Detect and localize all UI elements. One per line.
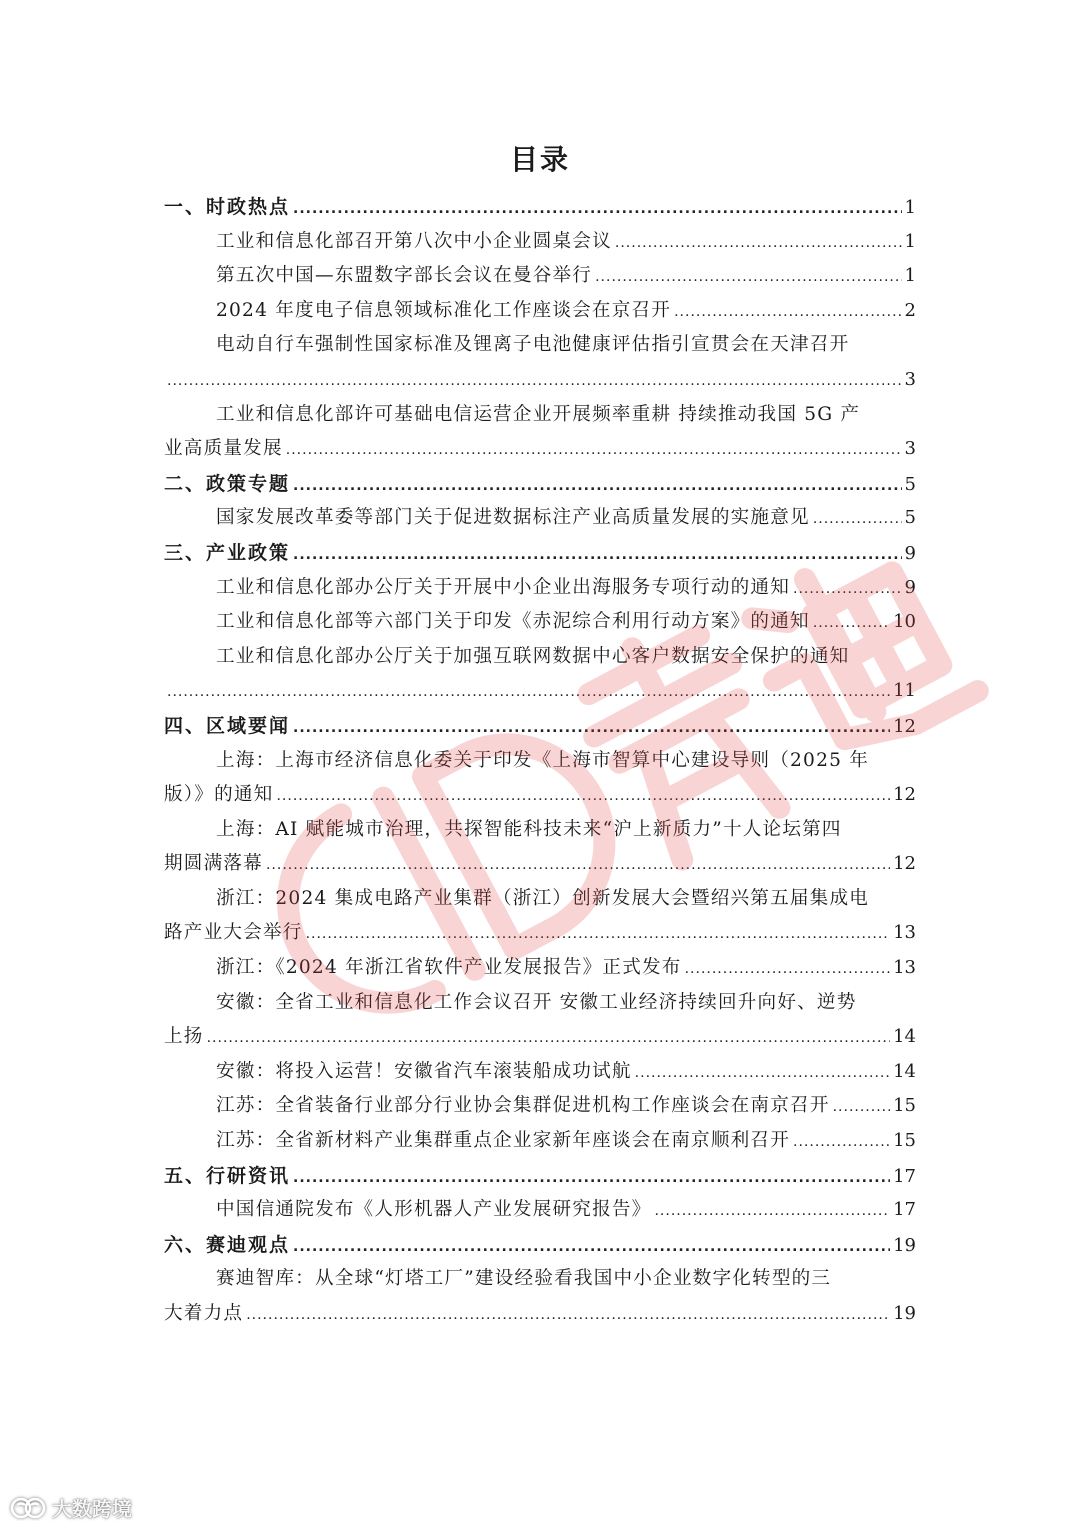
toc-page-number: 3	[904, 368, 916, 390]
toc-entry-text: 江苏：全省装备行业部分行业协会集群促进机构工作座谈会在南京召开	[216, 1095, 830, 1117]
toc-page-number: 12	[893, 784, 916, 806]
toc-page-number: 15	[893, 1095, 916, 1117]
toc-entry-text: 国家发展改革委等部门关于促进数据标注产业高质量发展的实施意见	[216, 507, 810, 529]
toc-page-number: 5	[904, 507, 916, 529]
toc-entry-text: 工业和信息化部办公厅关于开展中小企业出海服务专项行动的通知	[216, 576, 791, 598]
toc-entry-text: 第五次中国—东盟数字部长会议在曼谷举行	[216, 265, 593, 287]
toc-page-number: 5	[904, 473, 916, 495]
footer-brand	[8, 1490, 132, 1524]
toc-entry-text: 浙江：2024 集成电路产业集群（浙江）创新发展大会暨绍兴第五届集成电	[216, 887, 870, 909]
toc-page-number: 1	[904, 265, 916, 287]
toc-page-number: 2	[904, 299, 916, 321]
toc-entry-text: 2024 年度电子信息领域标准化工作座谈会在京召开	[216, 299, 672, 321]
toc-entry[interactable]	[164, 847, 916, 882]
toc-dot-leader	[246, 1298, 890, 1333]
toc-dot-leader	[293, 1161, 890, 1196]
toc-section-heading[interactable]	[164, 536, 916, 571]
toc-section-heading[interactable]	[164, 1228, 916, 1263]
toc-dot-leader	[793, 1125, 890, 1160]
toc-entry[interactable]	[164, 640, 916, 675]
toc-entry[interactable]	[164, 1055, 916, 1090]
toc-entry-text: 上海：AI 赋能城市治理，共探智能科技未来“沪上新质力”十人论坛第四	[216, 818, 842, 840]
toc-section-heading[interactable]	[164, 190, 916, 225]
toc-entry-text: 浙江：《2024 年浙江省软件产业发展报告》正式发布	[216, 957, 682, 979]
toc-page-number: 14	[893, 1026, 916, 1048]
toc-entry-text: 安徽：将投入运营！安徽省汽车滚装船成功试航	[216, 1060, 632, 1082]
toc-entry[interactable]	[164, 1124, 916, 1159]
toc-dot-leader	[674, 295, 901, 330]
toc-section-heading[interactable]	[164, 709, 916, 744]
toc-dot-leader	[813, 502, 902, 537]
toc-entry[interactable]	[164, 882, 916, 917]
toc-entry-text: 三、产业政策	[164, 541, 291, 564]
toc-dot-leader	[793, 572, 902, 607]
toc-entry-text: 一、时政热点	[164, 196, 291, 218]
toc-entry-text: 赛迪智库：从全球“灯塔工厂”建设经验看我国中小企业数字化转型的三	[216, 1268, 832, 1290]
toc-dot-leader	[306, 917, 891, 952]
toc-page-number: 11	[893, 680, 916, 702]
footer-brand-text: 大数跨境	[52, 1496, 132, 1521]
toc-entry-text: 工业和信息化部等六部门关于印发《赤泥综合利用行动方案》的通知	[216, 611, 810, 633]
toc-entry[interactable]	[164, 294, 916, 329]
toc-section-heading[interactable]	[164, 467, 916, 502]
toc-entry[interactable]	[164, 1297, 916, 1332]
toc-entry-text: 工业和信息化部召开第八次中小企业圆桌会议	[216, 230, 612, 252]
toc-entry[interactable]	[164, 398, 916, 433]
toc-entry-text: 工业和信息化部办公厅关于加强互联网数据中心客户数据安全保护的通知	[216, 645, 850, 667]
toc-dot-leader	[167, 364, 902, 399]
toc-entry[interactable]	[164, 674, 916, 709]
toc-entry[interactable]	[164, 778, 916, 813]
toc-page-number: 3	[904, 438, 916, 460]
toc-dot-leader	[654, 1194, 890, 1229]
toc-dot-leader	[635, 1056, 890, 1091]
toc-entry[interactable]	[164, 328, 916, 363]
toc-page-number: 13	[893, 922, 916, 944]
toc-dot-leader	[293, 192, 902, 227]
toc-entry-text: 中国信通院发布《人形机器人产业发展研究报告》	[216, 1199, 652, 1221]
toc-entry[interactable]	[164, 1020, 916, 1055]
toc-entry[interactable]	[164, 363, 916, 398]
toc-entry[interactable]	[164, 744, 916, 779]
toc-page-number: 9	[904, 542, 916, 564]
toc-dot-leader	[293, 469, 902, 504]
toc-entry[interactable]	[164, 1193, 916, 1228]
toc-entry[interactable]	[164, 571, 916, 606]
toc-dot-leader	[615, 226, 902, 261]
toc-dot-leader	[813, 606, 890, 641]
table-of-contents	[164, 190, 916, 1332]
toc-entry-text: 工业和信息化部许可基础电信运营企业开展频率重耕 持续推动我国 5G 产	[216, 403, 861, 425]
toc-dot-leader	[286, 433, 902, 468]
toc-entry[interactable]	[164, 259, 916, 294]
toc-dot-leader	[207, 1021, 891, 1056]
toc-entry-text: 四、区域要闻	[164, 714, 291, 737]
toc-page-number: 10	[893, 611, 916, 633]
toc-page-number: 9	[904, 576, 916, 598]
toc-entry-text: 电动自行车强制性国家标准及锂离子电池健康评估指引宣贯会在天津召开	[216, 334, 850, 356]
toc-page-number: 14	[893, 1060, 916, 1082]
toc-dot-leader	[833, 1090, 890, 1125]
toc-dot-leader	[293, 711, 890, 746]
toc-dot-leader	[266, 848, 890, 883]
toc-entry[interactable]	[164, 813, 916, 848]
toc-entry[interactable]	[164, 986, 916, 1021]
toc-dot-leader	[293, 538, 902, 573]
toc-page-number: 17	[893, 1199, 916, 1221]
toc-dot-leader	[167, 675, 890, 710]
toc-page-number: 1	[904, 197, 916, 218]
toc-page-number: 13	[893, 957, 916, 979]
toc-entry[interactable]	[164, 1089, 916, 1124]
toc-entry-text: 版）》的通知	[164, 784, 274, 806]
toc-entry[interactable]	[164, 225, 916, 260]
toc-entry[interactable]	[164, 432, 916, 467]
toc-dot-leader	[595, 260, 901, 295]
toc-page-number: 1	[904, 230, 916, 252]
toc-entry-text: 五、行研资讯	[164, 1164, 291, 1187]
toc-entry[interactable]	[164, 605, 916, 640]
toc-page-number: 12	[893, 715, 916, 737]
toc-dot-leader	[685, 952, 890, 987]
toc-page-number: 12	[893, 853, 916, 875]
toc-dot-leader	[276, 779, 890, 814]
toc-entry-text: 二、政策专题	[164, 472, 291, 495]
toc-section-heading[interactable]	[164, 1159, 916, 1194]
toc-page-number: 19	[893, 1303, 916, 1324]
toc-entry-text: 业高质量发展	[164, 438, 283, 460]
toc-entry-text: 六、赛迪观点	[164, 1233, 291, 1256]
toc-page-number: 15	[893, 1130, 916, 1152]
brand-logo-icon	[8, 1493, 48, 1521]
page-title: 目录	[509, 143, 570, 176]
toc-entry-text: 大着力点	[164, 1303, 244, 1324]
toc-entry-text: 上海：上海市经济信息化委关于印发《上海市智算中心建设导则（2025 年	[216, 749, 870, 771]
toc-page-number: 19	[893, 1234, 916, 1256]
toc-entry-text: 上扬	[164, 1026, 204, 1048]
toc-dot-leader	[293, 1230, 890, 1265]
toc-entry[interactable]	[164, 951, 916, 986]
toc-entry[interactable]	[164, 501, 916, 536]
toc-entry[interactable]	[164, 916, 916, 951]
toc-entry-text: 路产业大会举行	[164, 922, 303, 944]
toc-page-number: 17	[893, 1165, 916, 1187]
toc-entry-text: 期圆满落幕	[164, 853, 263, 875]
toc-entry-text: 江苏：全省新材料产业集群重点企业家新年座谈会在南京顺利召开	[216, 1130, 791, 1152]
toc-entry-text: 安徽：全省工业和信息化工作会议召开 安徽工业经济持续回升向好、逆势	[216, 991, 857, 1013]
toc-entry[interactable]	[164, 1262, 916, 1297]
